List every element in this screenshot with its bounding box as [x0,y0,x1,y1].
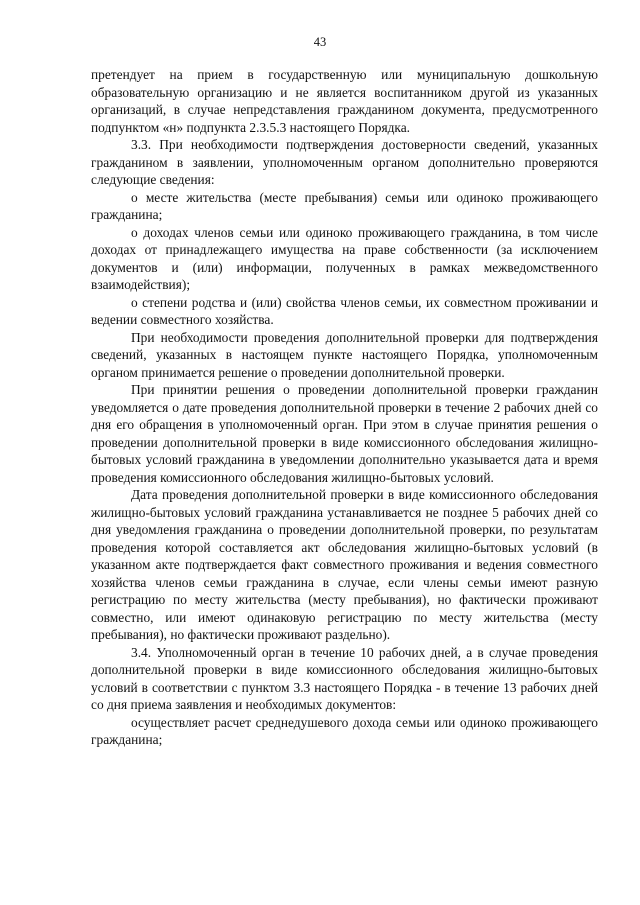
paragraph: о степени родства и (или) свойства членов семьи, их совместном проживании и ведении совместного хозяйства. [91,294,598,327]
paragraph: При необходимости проведения дополнительной проверки для подтверждения сведений, указанных в настоящем пункте настоящего Порядка, уполномоченным органом принимается решение о проведении дополнительной проверки. [91,329,598,380]
paragraph: 3.3. При необходимости подтверждения достоверности сведений, указанных гражданином в заявлении, уполномоченным органом дополнительно проверяются следующие сведения: [91,137,598,187]
paragraph: 3.4. Уполномоченный орган в течение 10 рабочих дней, а в случае проведения дополнительной проверки в виде комиссионного обследования жилищно-бытовых условий в соответствии с пунктом 3.3 настоящего Порядка - в течение 13 рабочих дней со дня приема заявления и необходимых документов: [91,644,598,712]
page-number: 43 [313,35,327,49]
paragraph: При принятии решения о проведении дополнительной проверки гражданин уведомляется о дате проведения дополнительной проверки в течение 2 рабочих дней со дня его обращения в уполномоченный орган. При этом в случае принятия решения о проведении дополнительной проверки в виде комиссионного обследования жилищно-бытовых условий гражданина в уведомлении дополнительно указывается дата и время проведения комиссионного обследования жилищно-бытовых условий. [91,382,598,485]
paragraph: претендует на прием в государственную или муниципальную дошкольную образовательную организацию и не является воспитанником другой из указанных организаций, в случае непредставления гражданином документа, предусмотренного подпунктом «н» подпункта 2.3.5.3 настоящего Порядка. [91,67,598,135]
document-body [91,66,598,749]
paragraph: о месте жительства (месте пребывания) семьи или одиноко проживающего гражданина; [91,189,598,222]
paragraph: осуществляет расчет среднедушевого дохода семьи или одиноко проживающего гражданина; [91,714,598,747]
paragraph: Дата проведения дополнительной проверки в виде комиссионного обследования жилищно-бытовых условий гражданина устанавливается не позднее 5 рабочих дней со дня уведомления гражданина о проведении дополнительной проверки, по результатам проведения которой составляется акт обследования жилищно-бытовых условий (в указанном акте подтверждается факт совместного проживания и ведения совместного хозяйства членов семьи гражданина в случае, если члены семьи имеют разную регистрацию по месту жительства (месту пребывания), но фактически проживают совместно, или имеют одинаковую регистрацию по месту жительства (месту пребывания), но фактически проживают раздельно). [91,487,598,642]
paragraph: о доходах членов семьи или одиноко проживающего гражданина, в том числе доходах от принадлежащего имущества на праве собственности (за исключением документов и (или) информации, полученных в рамках межведомственного взаимодействия); [91,224,598,292]
